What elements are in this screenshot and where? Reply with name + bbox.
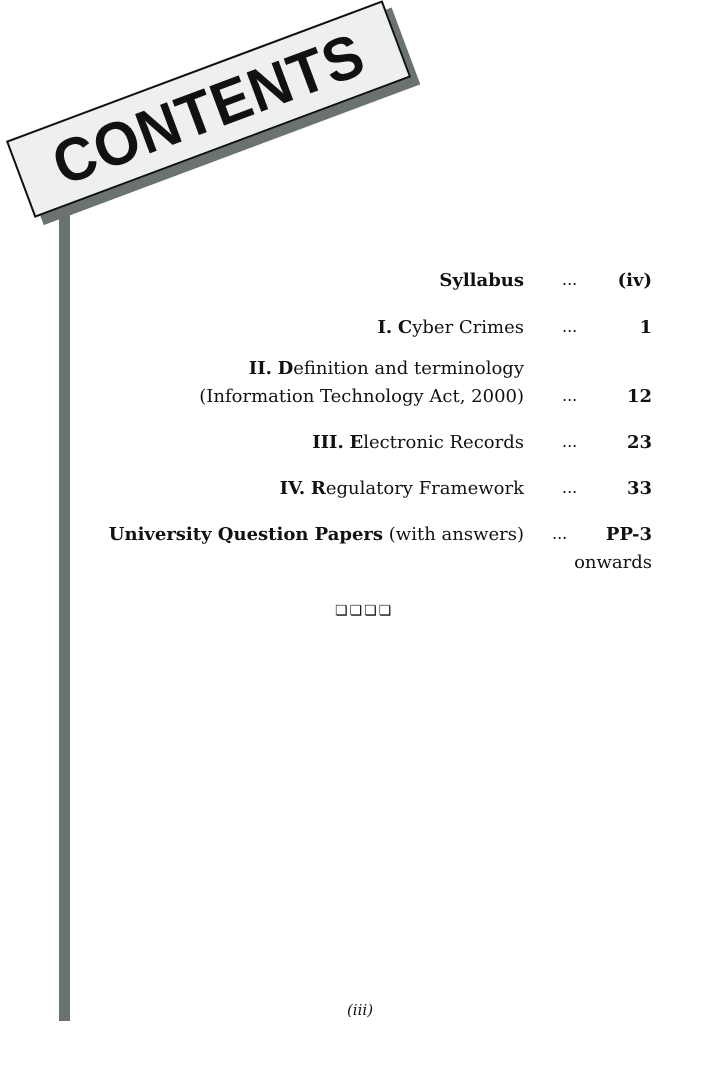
toc-entry-label: [249, 358, 524, 379]
toc-page-number: 23: [626, 432, 652, 453]
toc-leader-dots: ...: [562, 270, 578, 289]
toc-entry-syllabus: [0, 270, 720, 300]
chapter-number: I.: [377, 317, 393, 338]
chapter-title-rest: lectronic Records: [363, 432, 524, 453]
chapter-title-rest: efinition and terminology: [293, 358, 524, 379]
toc-entry-label: [312, 432, 524, 453]
toc-leader-dots: ...: [562, 432, 578, 451]
toc-entry-label: [109, 524, 524, 545]
toc-leader-dots: ...: [562, 386, 578, 405]
chapter-title-rest: yber Crimes: [412, 317, 524, 338]
entry-bold-title: University Question Papers: [108, 524, 384, 545]
toc-entry-chapter-2: [0, 358, 720, 388]
toc-entry-label: [280, 478, 524, 499]
toc-entry-chapter-4: [0, 478, 720, 508]
toc-page-number: (iv): [617, 270, 652, 291]
toc-page-number: 12: [626, 386, 652, 407]
toc-entry-chapter-3: [0, 432, 720, 462]
end-of-contents-mark: ❏❏❏❏: [335, 603, 394, 619]
chapter-number: II.: [248, 358, 272, 379]
chapter-number: IV.: [279, 478, 306, 499]
toc-leader-dots: ...: [562, 317, 578, 336]
page-folio: (iii): [346, 1001, 374, 1019]
toc-page-number: 33: [626, 478, 652, 499]
chapter-initial: R: [310, 478, 326, 499]
chapter-initial: C: [397, 317, 413, 338]
toc-entry-label: [377, 317, 524, 338]
page-title: CONTENTS: [43, 19, 374, 199]
chapter-subtitle: (Information Technology Act, 2000): [199, 386, 524, 407]
toc-leader-dots: ...: [562, 478, 578, 497]
folio-number: iii: [352, 1001, 368, 1019]
chapter-initial: D: [277, 358, 294, 379]
toc-entry-question-papers: [0, 524, 720, 580]
chapter-title-rest: egulatory Framework: [325, 478, 524, 499]
chapter-initial: E: [349, 432, 364, 453]
entry-title-rest: (with answers): [383, 524, 524, 545]
toc-entry-chapter-2-line2: [0, 386, 720, 416]
toc-page-number: PP-3: [605, 524, 652, 545]
chapter-number: III.: [312, 432, 344, 453]
toc-entry-chapter-1: [0, 317, 720, 347]
toc-page-number: 1: [639, 317, 652, 338]
toc-leader-dots: ...: [552, 524, 568, 543]
toc-entry-label: Syllabus: [439, 270, 524, 291]
toc-page-note: onwards: [574, 552, 652, 573]
